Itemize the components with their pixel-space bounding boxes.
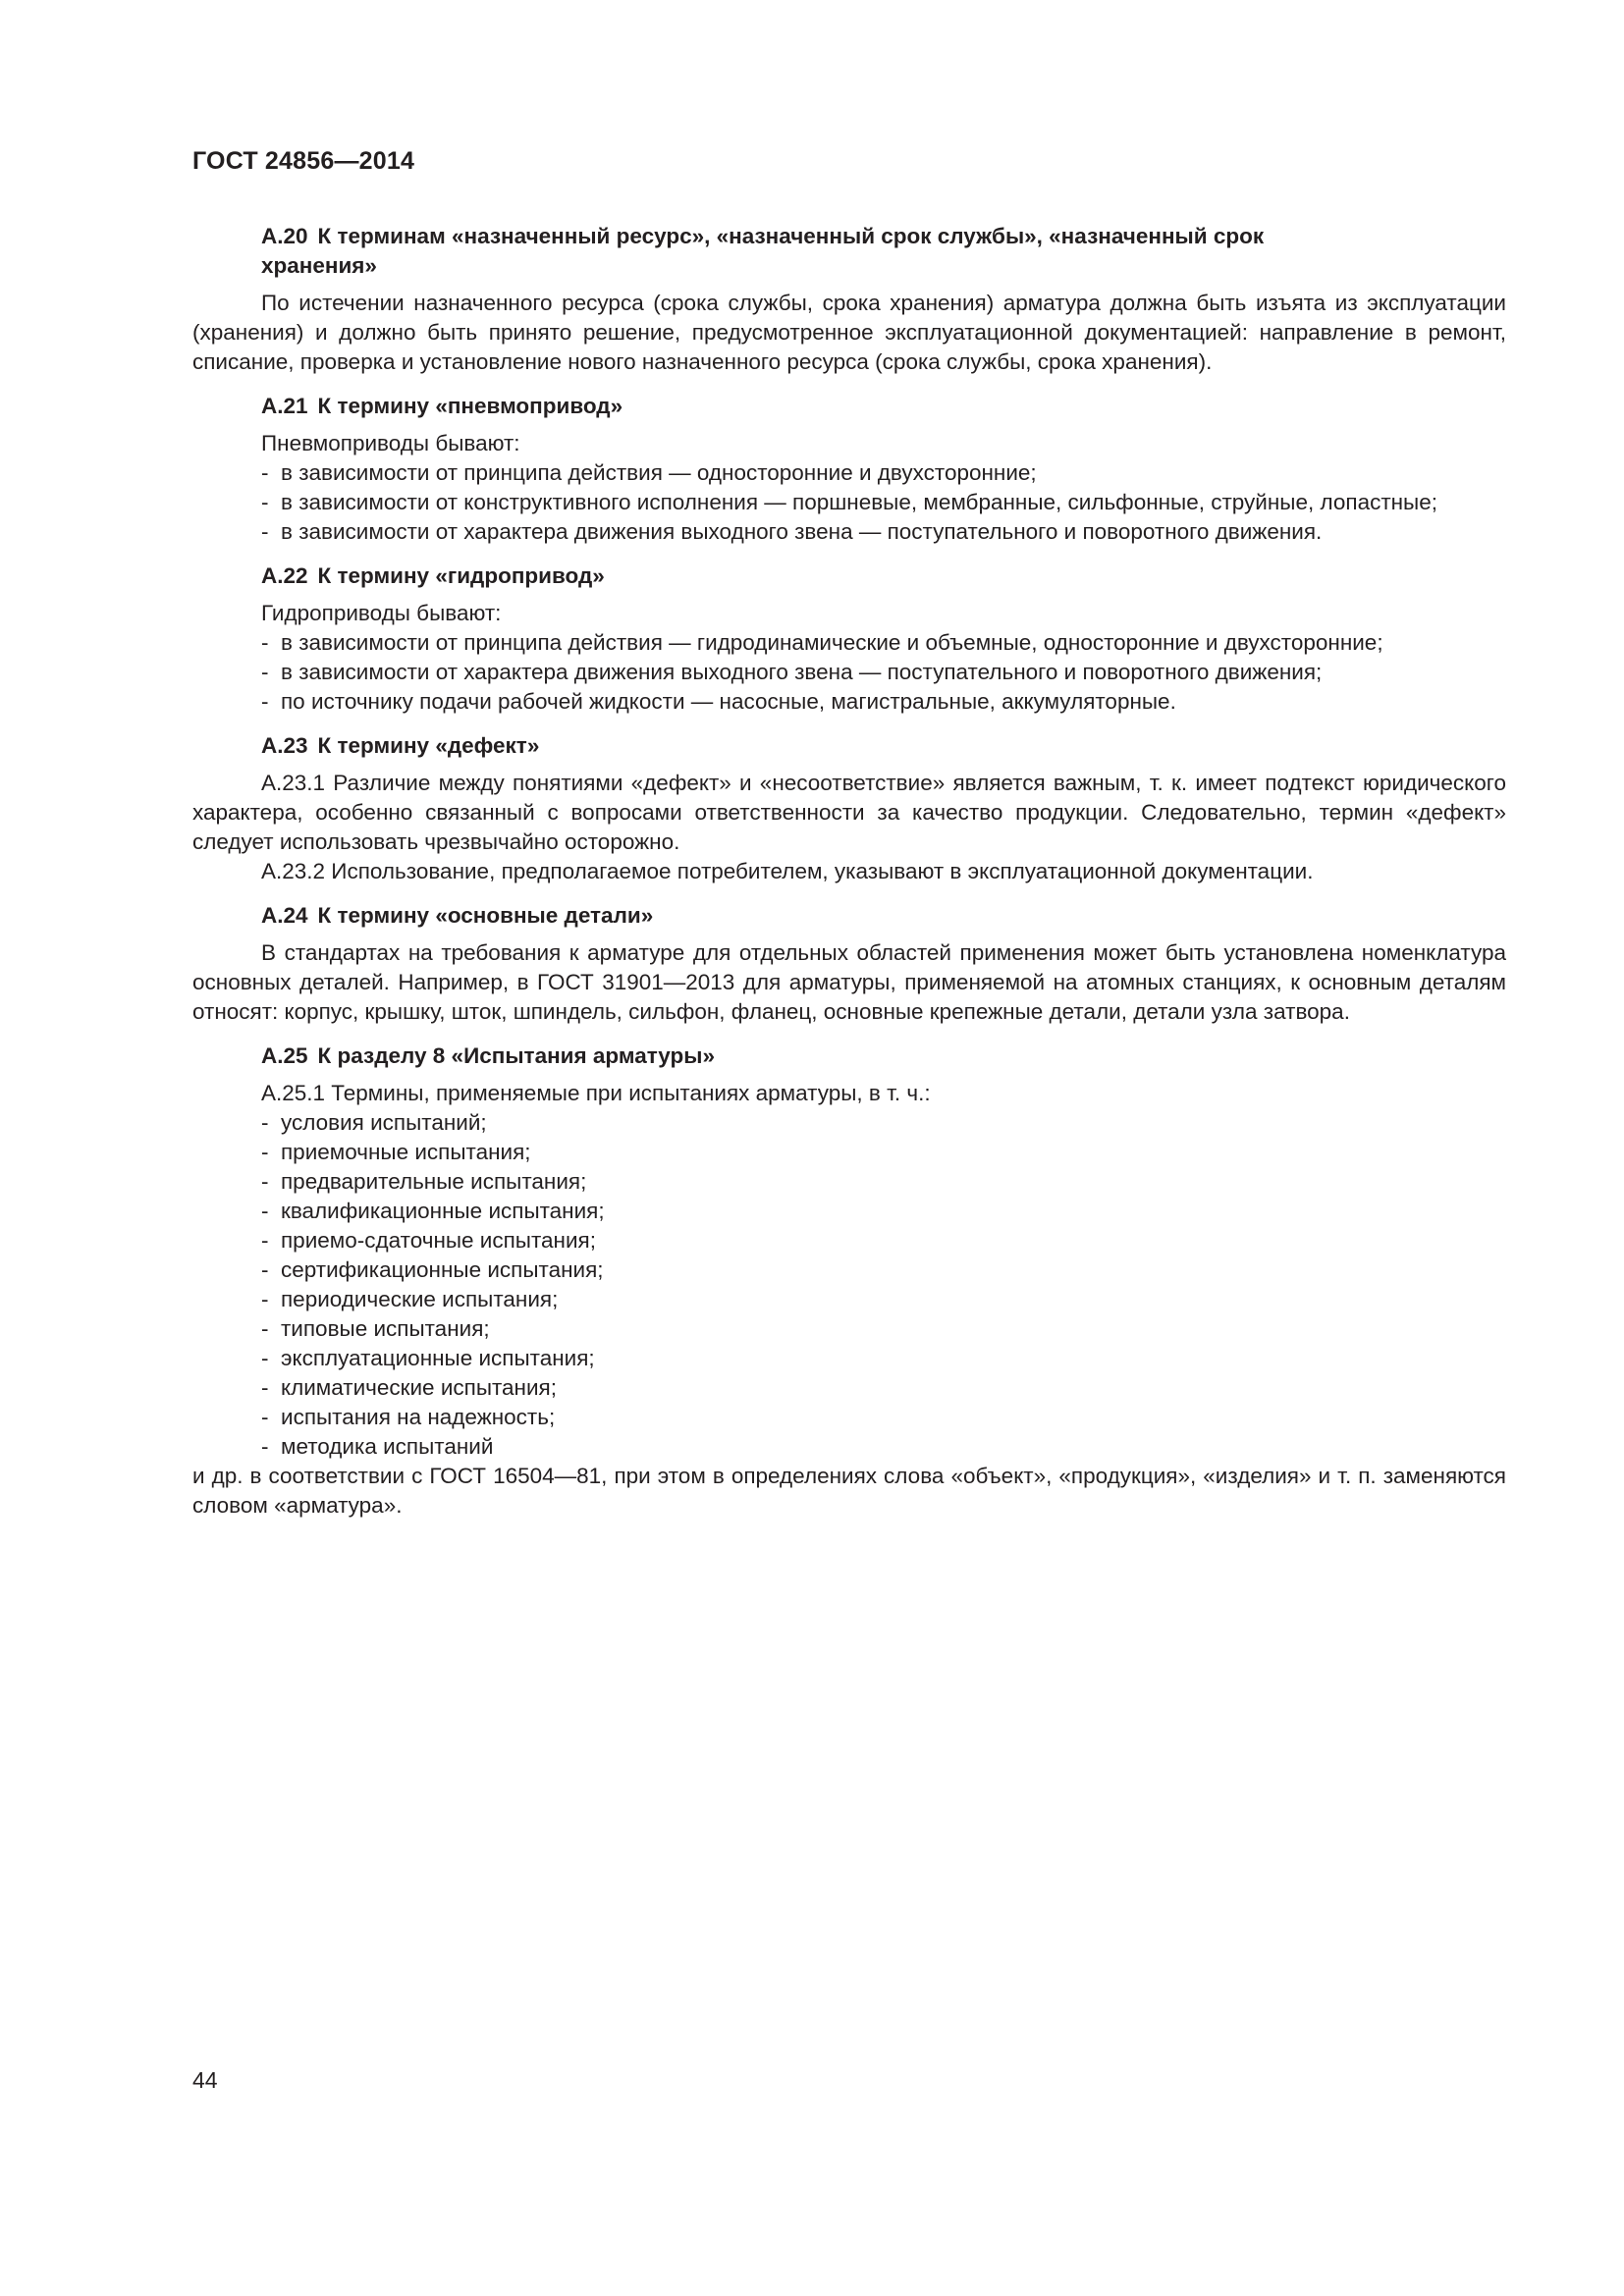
list-intro: А.25.1 Термины, применяемые при испытаниях арматуры, в т. ч.: (261, 1081, 931, 1105)
section-number: А.22 (261, 563, 308, 588)
section-title-a23 (192, 731, 1506, 761)
section-title-a25 (192, 1041, 1506, 1071)
section-number: А.24 (261, 903, 308, 928)
list-item: - в зависимости от конструктивного исполнения — поршневые, мембранные, сильфонные, струйные, лопастные; (261, 490, 1437, 514)
section-number: А.20 (261, 224, 308, 248)
list-intro: Пневмоприводы бывают: (261, 431, 520, 455)
list-item: - предварительные испытания; (261, 1169, 587, 1194)
list (192, 628, 1506, 717)
document-body (192, 222, 1506, 1521)
list-item: - в зависимости от характера движения выходного звена — поступательного и поворотного движения; (261, 660, 1323, 684)
list-item: - приемо-сдаточные испытания; (261, 1228, 596, 1253)
list-item: - в зависимости от характера движения выходного звена — поступательного и поворотного движения. (261, 519, 1323, 544)
list-item: - методика испытаний (261, 1434, 494, 1459)
section-title-text: К термину «основные детали» (317, 903, 654, 928)
list-intro: Гидроприводы бывают: (261, 601, 502, 625)
list-item: - по источнику подачи рабочей жидкости — насосные, магистральные, аккумуляторные. (261, 689, 1176, 714)
section-title-text: К терминам «назначенный ресурс», «назначенный срок службы», «назначенный срок (317, 224, 1265, 248)
list-item: - климатические испытания; (261, 1375, 557, 1400)
section-title-text: К термину «пневмопривод» (317, 394, 623, 418)
paragraph: По истечении назначенного ресурса (срока службы, срока хранения) арматура должна быть изъята из эксплуатации (хранения) и должно быть принято решение, предусмотренное эксплуатационной документацией: направление в ремонт, списание, проверка и установление нового назначенного ресурса (срока службы, срока хранения). (192, 291, 1506, 374)
section-number: А.21 (261, 394, 308, 418)
paragraph: В стандартах на требования к арматуре для отдельных областей применения может быть установлена номенклатура основных деталей. Например, в ГОСТ 31901—2013 для арматуры, применяемой на атомных станциях, к основным деталям относят: корпус, крышку, шток, шпиндель, сильфон, фланец, основные крепежные детали, детали узла затвора. (192, 940, 1506, 1024)
list-item: - сертификационные испытания; (261, 1257, 604, 1282)
list (192, 458, 1506, 547)
list-item: - периодические испытания; (261, 1287, 559, 1311)
list-item: - в зависимости от принципа действия — гидродинамические и объемные, односторонние и двухсторонние; (261, 630, 1383, 655)
list (192, 1108, 1506, 1462)
paragraph-closing: и др. в соответствии с ГОСТ 16504—81, при этом в определениях слова «объект», «продукция», «изделия» и т. п. заменяются словом «арматура». (192, 1464, 1506, 1518)
section-number: А.25 (261, 1043, 308, 1068)
section-title-a20 (192, 222, 1506, 251)
list-item: - типовые испытания; (261, 1316, 490, 1341)
list-item: - эксплуатационные испытания; (261, 1346, 595, 1370)
list-item: - приемочные испытания; (261, 1140, 531, 1164)
section-title-a22 (192, 561, 1506, 591)
list-item: - квалификационные испытания; (261, 1199, 605, 1223)
section-title-text: К разделу 8 «Испытания арматуры» (317, 1043, 715, 1068)
section-title-text: К термину «гидропривод» (317, 563, 605, 588)
list-item: - условия испытаний; (261, 1110, 487, 1135)
paragraph: А.23.1 Различие между понятиями «дефект» и «несоответствие» является важным, т. к. имеет подтекст юридического характера, особенно связанный с вопросами ответственности за качество продукции. Следовательно, термин «дефект» следует использовать чрезвычайно осторожно. (192, 771, 1506, 854)
section-title-a24 (192, 901, 1506, 931)
paragraph: А.23.2 Использование, предполагаемое потребителем, указывают в эксплуатационной документации. (261, 859, 1314, 883)
list-item: - испытания на надежность; (261, 1405, 556, 1429)
section-number: А.23 (261, 733, 308, 758)
section-title-a20-continued: хранения» (261, 253, 377, 278)
list-item: - в зависимости от принципа действия — односторонние и двухсторонние; (261, 460, 1037, 485)
page-header: ГОСТ 24856—2014 (192, 147, 415, 175)
section-title-text: К термину «дефект» (317, 733, 540, 758)
page-number: 44 (192, 2067, 218, 2093)
section-title-a21 (192, 392, 1506, 421)
